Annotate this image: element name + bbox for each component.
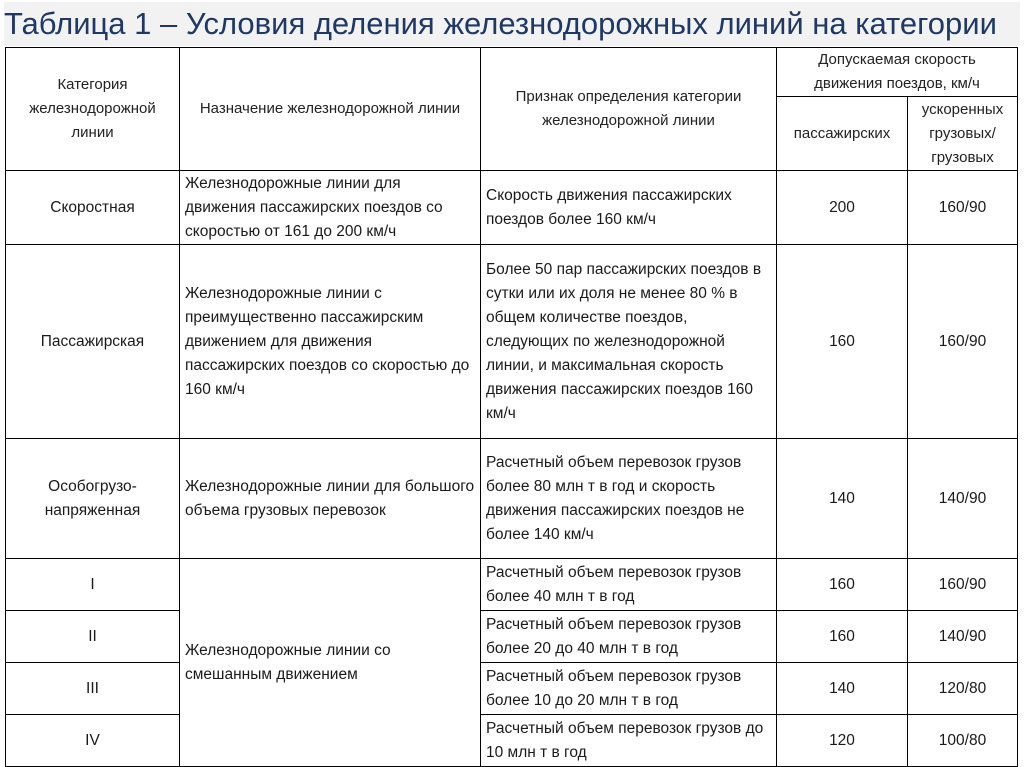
table-row [6, 439, 1018, 559]
category-cell: IV [6, 715, 180, 767]
freight-speed-cell: 160/90 [908, 559, 1018, 611]
table-row [6, 245, 1018, 439]
category-cell: I [6, 559, 180, 611]
criterion-cell: Расчетный объем перевозок грузов более 40 млн т в год [481, 559, 777, 611]
header-speed-group: Допускаемая скорость движения поездов, км/ч [777, 48, 1018, 97]
table-row [6, 663, 1018, 715]
passenger-speed-cell: 140 [777, 663, 908, 715]
criterion-cell: Расчетный объем перевозок грузов более 20 до 40 млн т в год [481, 611, 777, 663]
passenger-speed-cell: 160 [777, 245, 908, 439]
table-row [6, 611, 1018, 663]
purpose-cell: Железнодорожные линии с преимущественно пассажирским движением для движения пассажирских поездов со скоростью до 160 км/ч [180, 245, 481, 439]
table-row [6, 559, 1018, 611]
page-title: Таблица 1 – Условия деления железнодорожных линий на категории [4, 2, 1020, 46]
category-cell: III [6, 663, 180, 715]
criterion-cell: Более 50 пар пассажирских поездов в сутки или их доля не менее 80 % в общем количестве поездов, следующих по железнодорожной линии, и максимальная скорость движения пассажирских поездов 160 км/ч [481, 245, 777, 439]
categories-table [5, 47, 1018, 767]
purpose-cell: Железнодорожные линии для большого объема грузовых перевозок [180, 439, 481, 559]
header-row [6, 48, 1018, 97]
freight-speed-cell: 100/80 [908, 715, 1018, 767]
header-category: Категория железнодорожной линии [6, 48, 180, 171]
criterion-cell: Расчетный объем перевозок грузов более 10 до 20 млн т в год [481, 663, 777, 715]
mixed-purpose-cell: Железнодорожные линии со смешанным движением [180, 559, 481, 767]
category-cell: II [6, 611, 180, 663]
table-row [6, 715, 1018, 767]
table-row [6, 171, 1018, 245]
header-criterion: Признак определения категории железнодорожной линии [481, 48, 777, 171]
header-purpose: Назначение железнодорожной линии [180, 48, 481, 171]
freight-speed-cell: 120/80 [908, 663, 1018, 715]
header-freight: ускоренных грузовых/ грузовых [908, 97, 1018, 171]
freight-speed-cell: 140/90 [908, 611, 1018, 663]
category-cell: Скоростная [6, 171, 180, 245]
criterion-cell: Расчетный объем перевозок грузов до 10 млн т в год [481, 715, 777, 767]
passenger-speed-cell: 120 [777, 715, 908, 767]
criterion-cell: Расчетный объем перевозок грузов более 80 млн т в год и скорость движения пассажирских поездов не более 140 км/ч [481, 439, 777, 559]
header-passenger: пассажирских [777, 97, 908, 171]
passenger-speed-cell: 200 [777, 171, 908, 245]
freight-speed-cell: 140/90 [908, 439, 1018, 559]
freight-speed-cell: 160/90 [908, 171, 1018, 245]
passenger-speed-cell: 140 [777, 439, 908, 559]
passenger-speed-cell: 160 [777, 611, 908, 663]
freight-speed-cell: 160/90 [908, 245, 1018, 439]
category-cell: Особогрузо-напряженная [6, 439, 180, 559]
passenger-speed-cell: 160 [777, 559, 908, 611]
purpose-cell: Железнодорожные линии для движения пассажирских поездов со скоростью от 161 до 200 км/ч [180, 171, 481, 245]
criterion-cell: Скорость движения пассажирских поездов более 160 км/ч [481, 171, 777, 245]
category-cell: Пассажирская [6, 245, 180, 439]
